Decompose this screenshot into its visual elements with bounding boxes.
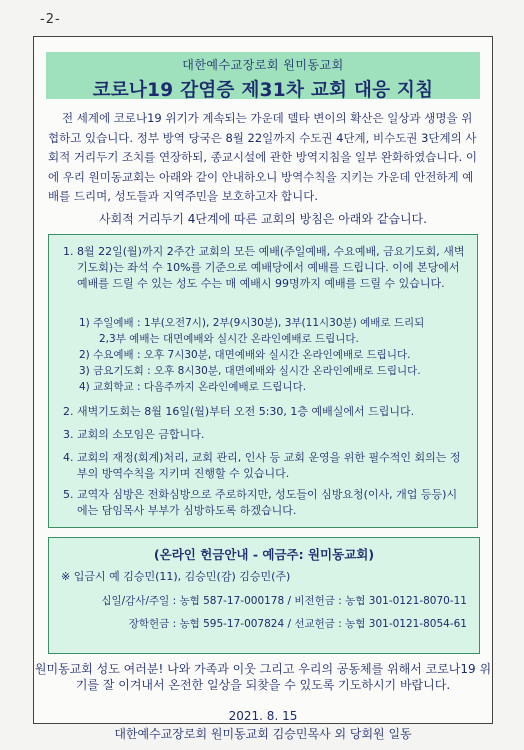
guidelines-box bbox=[48, 234, 478, 528]
guideline-item-1 bbox=[63, 244, 465, 292]
worship-schedule-sunday-cont: 2,3부 예배는 대면예배와 실시간 온라인예배로 드립니다. bbox=[99, 333, 359, 345]
worship-schedule-wednesday: 2) 수요예배 : 오후 7시30분, 대면예배와 실시간 온라인예배로 드립니다. bbox=[79, 349, 411, 361]
worship-schedule-sunday: 1) 주일예배 : 1부(오전7시), 2부(9시30분), 3부(11시30분) 예배로 드리되 bbox=[79, 317, 425, 329]
guideline-text: 교회의 재정(회계)처리, 교회 관리, 인사 등 교회 운영을 위한 필수적인 회의는 정부의 방역수칙을 지키며 진행할 수 있습니다. bbox=[77, 451, 461, 480]
guideline-item-5 bbox=[63, 487, 465, 519]
guideline-item-4 bbox=[63, 450, 465, 482]
policy-subheading: 사회적 거리두기 4단계에 따른 교회의 방침은 아래와 같습니다. bbox=[99, 212, 427, 226]
guideline-text: 새벽기도회는 8월 16일(월)부터 오전 5:30, 1층 예배실에서 드립니다. bbox=[77, 405, 415, 418]
notice-date: 2021. 8. 15 bbox=[228, 709, 298, 723]
notice-header bbox=[46, 52, 480, 99]
worship-schedule-friday: 3) 금요기도회 : 오후 8시30분, 대면예배와 실시간 온라인예배로 드립니다. bbox=[79, 365, 421, 377]
account-line-2: 장학헌금 : 농협 595-17-007824 / 선교헌금 : 농협 301-0121-8054-61 bbox=[128, 618, 467, 630]
guideline-number: 5. bbox=[63, 488, 74, 501]
guideline-number: 1. bbox=[63, 245, 74, 258]
guideline-item-3 bbox=[63, 427, 465, 443]
guideline-text: 교역자 심방은 전화심방으로 주로하지만, 성도들이 심방요청(이사, 개업 등등)시에는 담임목사 부부가 심방하도록 하겠습니다. bbox=[77, 488, 458, 517]
guideline-text: 8월 22일(월)까지 2주간 교회의 모든 예배(주일예배, 수요예배, 금요기도회, 새벽기도회)는 좌석 수 10%를 기준으로 예배당에서 예배를 드립니다. 이에 본당에서 예배를 드릴 수 있는 성도 수는 매 예배시 99명까지 예배를 드릴 수 있습니다. bbox=[77, 245, 465, 290]
online-offering-box bbox=[48, 537, 480, 654]
notice-title: 코로나19 감염증 제31차 교회 대응 지침 bbox=[92, 80, 434, 101]
notice-frame bbox=[33, 36, 493, 741]
worship-schedule-church-school: 4) 교회학교 : 다음주까지 온라인예배로 드립니다. bbox=[79, 381, 307, 393]
online-offering-heading: (온라인 헌금안내 - 예금주: 원미동교회) bbox=[153, 547, 375, 562]
signature-line: 대한예수교장로회 원미동교회 김승민목사 외 당회원 일동 bbox=[114, 727, 412, 741]
page-number: -2- bbox=[40, 12, 61, 27]
church-name: 대한예수교장로회 원미동교회 bbox=[182, 58, 344, 72]
closing-message: 원미동교회 성도 여러분! 나와 가족과 이웃 그리고 우리의 공동체를 위해서 코로나19 위기를 잘 이겨내서 온전한 일상을 되찾을 수 있도록 기도하시기 바랍니다. bbox=[34, 662, 492, 692]
guideline-number: 2. bbox=[63, 405, 74, 418]
intro-paragraph: 전 세계에 코로나19 위기가 계속되는 가운데 델타 변이의 확산은 일상과 생명을 위협하고 있습니다. 정부 방역 당국은 8월 22일까지 수도권 4단계, 비수도권 3단계의 사회적 거리두기 조치를 연장하되, 종교시설에 관한 방역지침을 일부 완화하였습니다. 이에 우리 원미동교회는 아래와 같이 안내하오니 방역수칙을 지키는 가운데 안전하게 예배를 드리며, 성도들과 지역주민을 보호하고자 합니다. bbox=[48, 111, 478, 203]
guideline-number: 3. bbox=[63, 428, 74, 441]
deposit-note: ※ 입금시 예 김승민(11), 김승민(감) 김승민(주) bbox=[61, 570, 291, 583]
guideline-text: 교회의 소모임은 금합니다. bbox=[77, 428, 205, 441]
guideline-number: 4. bbox=[63, 451, 74, 464]
account-line-1: 십일/감사/주일 : 농협 587-17-000178 / 비전헌금 : 농협 301-0121-8070-11 bbox=[101, 595, 467, 607]
guideline-item-2 bbox=[63, 404, 465, 420]
